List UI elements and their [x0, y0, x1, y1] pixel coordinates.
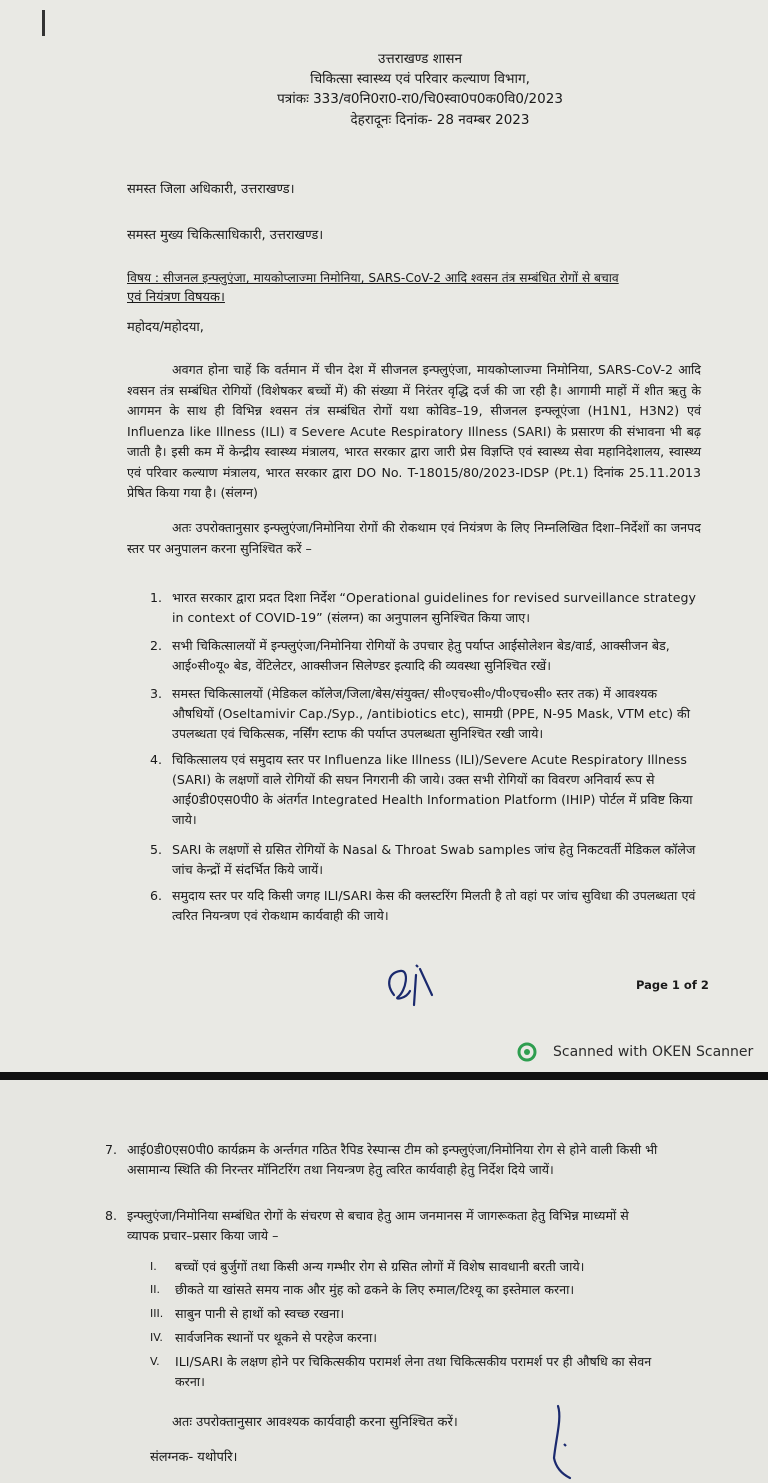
letter-page-2: [0, 1080, 768, 1483]
enclosure-note: संलग्नक- यथोपरि।: [150, 1450, 238, 1465]
awareness-point-1: बच्चों एवं बुर्जुगों तथा किसी अन्य गम्भीर रोग से ग्रसित लोगों में विशेष सावधानी बरती जाये।: [175, 1259, 585, 1274]
awareness-point-4: सार्वजनिक स्थानों पर थूकने से परहेज करना।: [175, 1330, 377, 1345]
directive-item-1: भारत सरकार द्वारा प्रदत दिशा निर्देश “Operational guidelines for revised surveillance strategy in context of COVID-19” (संलग्न) का अनुपालन सुनिश्चित किया जाए।: [172, 590, 696, 625]
body-paragraph: अवगत होना चाहें कि वर्तमान में चीन देश में सीजनल इन्फ्लुएंजा, मायकोप्लाज्मा निमोनिया, SARS-CoV-2 आदि श्वसन तंत्र सम्बंधित रोगियों (विशेषकर बच्चों में) की संख्या में निरंतर वृद्धि दर्ज की जा रही है। आगामी माहों में शीत ऋतु के आगमन के साथ ही विभिन्न श्वसन तंत्र सम्बंधित रोगों यथा कोविड–19, सीजनल इन्फ्लूएंजा (H1N1, H3N2) एवं Influenza like Illness (ILI) व Severe Acute Respiratory Illness (SARI) के प्रसारण की संभावना भी बढ़ जाती है। इसी कम में केन्द्रीय स्वास्थ्य मंत्रालय, भारत सरकार द्वारा जारी प्रेस विज्ञप्ति एवं स्वास्थ्य सेवा महानिदेशालय, स्वास्थ्य एवं परिवार कल्याण मंत्रालय, भारत सरकार द्वारा DO No. T-18015/80/2023-IDSP (Pt.1) दिनांक 25.11.2013 प्रेषित किया गया है। (संलग्न): [127, 362, 701, 500]
salutation: महोदय/महोदया,: [127, 320, 204, 335]
awareness-point-5: ILI/SARI के लक्षण होने पर चिकित्सकीय परामर्श लेना तथा चिकित्सकीय परामर्श पर ही औषधि का सेवन करना।: [175, 1354, 652, 1389]
item-number: 7.: [105, 1142, 118, 1157]
letter-reference-number: पत्रांकः 333/व0नि0रा0-रा0/चि0स्वा0प0क0वि0/2023: [277, 91, 563, 107]
subitem-number: IV.: [150, 1331, 163, 1344]
handwritten-signature: [540, 1398, 600, 1483]
scanner-logo-icon: [517, 1042, 537, 1062]
item-number: 8.: [105, 1208, 118, 1223]
subject-line: विषय : सीजनल इन्फ्लुएंजा, मायकोप्लाज्मा निमोनिया, SARS-CoV-2 आदि श्वसन तंत्र सम्बंधित रोगों से बचाव: [127, 271, 619, 285]
scan-edge-mark: [42, 10, 45, 36]
handwritten-signature: [376, 955, 446, 1015]
item-number: 3.: [150, 686, 163, 701]
addressee-district-officers: समस्त जिला अधिकारी, उत्तराखण्ड।: [127, 182, 295, 197]
subitem-number: III.: [150, 1307, 164, 1320]
letterhead-department: चिकित्सा स्वास्थ्य एवं परिवार कल्याण विभाग,: [310, 71, 530, 87]
item-number: 5.: [150, 842, 163, 857]
directive-item-7: आई0डी0एस0पी0 कार्यक्रम के अर्न्तगत गठित रैपिड रेस्पान्स टीम को इन्फ्लुएंजा/निमोनिया रोग से होने वाली किसी भी असामान्य स्थिति की निरन्तर मॉनिटरिंग तथा नियन्त्रण हेतु त्वरित कार्यवाही हेतु निर्देश दिये जायें।: [127, 1142, 658, 1177]
item-number: 4.: [150, 752, 163, 767]
directive-item-3: समस्त चिकित्सालयों (मेडिकल कॉलेज/जिला/बेस/संयुक्त/ सी०एच०सी०/पी०एच०सी० स्तर तक) में आवश्यक औषधियों (Oseltamivir Cap./Syp., /antibiotics etc), सामग्री (PPE, N-95 Mask, VTM etc) की उपलब्धता एवं चिकित्सक, नर्सिंग स्टाफ की पर्याप्त उपलब्धता सुनिश्चित रखी जाये।: [172, 686, 690, 741]
directive-item-8: इन्फ्लुएंजा/निमोनिया सम्बंधित रोगों के संचरण से बचाव हेतु आम जनमानस में जागरूकता हेतु विभिन्न माध्यमों से व्यापक प्रचार–प्रसार किया जाये –: [127, 1208, 629, 1243]
scanner-watermark: Scanned with OKEN Scanner: [553, 1044, 754, 1060]
addressee-chief-medical-officers: समस्त मुख्य चिकित्साधिकारी, उत्तराखण्ड।: [127, 228, 324, 243]
page-number: Page 1 of 2: [636, 978, 709, 992]
subitem-number: V.: [150, 1355, 160, 1368]
awareness-point-3: साबुन पानी से हाथों को स्वच्छ रखना।: [175, 1306, 345, 1321]
item-number: 1.: [150, 590, 163, 605]
directive-item-4: चिकित्सालय एवं समुदाय स्तर पर Influenza like Illness (ILI)/Severe Acute Respiratory Illness (SARI) के लक्षणों वाले रोगियों की सघन निगरानी की जाये। उक्त सभी रोगियों का विवरण अनिवार्य रूप से आई0डी0एस0पी0 के अंतर्गत Integrated Health Information Platform (IHIP) पोर्टल में प्रविष्ट किया जाये।: [172, 752, 693, 827]
awareness-point-2: छीकते या खांसते समय नाक और मुंह को ढकने के लिए रुमाल/टिश्यू का इस्तेमाल करना।: [175, 1282, 575, 1297]
closing-line: अतः उपरोक्तानुसार आवश्यक कार्यवाही करना सुनिश्चित करें।: [172, 1415, 458, 1430]
item-number: 2.: [150, 638, 163, 653]
page-separator: [0, 1072, 768, 1080]
subject-line-continued: एवं नियंत्रण विषयक।: [127, 290, 225, 305]
directive-item-6: समुदाय स्तर पर यदि किसी जगह ILI/SARI केस की क्लस्टरिंग मिलती है तो वहां पर जांच सुविधा की उपलब्धता एवं त्वरित नियन्त्रण एवं रोकथाम कार्यवाही की जाये।: [172, 888, 696, 923]
directive-item-2: सभी चिकित्सालयों में इन्फ्लुएंजा/निमोनिया रोगियों के उपचार हेतु पर्याप्त आईसोलेशन बेड/वार्ड, आक्सीजन बेड, आई०सी०यू० बेड, वेंटिलेटर, आक्सीजन सिलेण्डर इत्यादि की व्यवस्था सुनिश्चित रखें।: [172, 638, 670, 673]
directive-item-5: SARI के लक्षणों से ग्रसित रोगियों के Nasal & Throat Swab samples जांच हेतु निकटवर्ती मेडिकल कॉलेज जांच केन्द्रों में संदर्भित किये जायें।: [172, 842, 696, 877]
subitem-number: II.: [150, 1283, 160, 1296]
subitem-number: I.: [150, 1260, 157, 1273]
directive-intro-paragraph: अतः उपरोक्तानुसार इन्फ्लुएंजा/निमोनिया रोगों की रोकथाम एवं नियंत्रण के लिए निम्नलिखित दिशा–निर्देशों का जनपद स्तर पर अनुपालन करना सुनिश्चित करें –: [127, 520, 701, 556]
letterhead-government: उत्तराखण्ड शासन: [377, 51, 462, 67]
item-number: 6.: [150, 888, 163, 903]
letter-date: देहरादूनः दिनांक- 28 नवम्बर 2023: [350, 112, 530, 128]
